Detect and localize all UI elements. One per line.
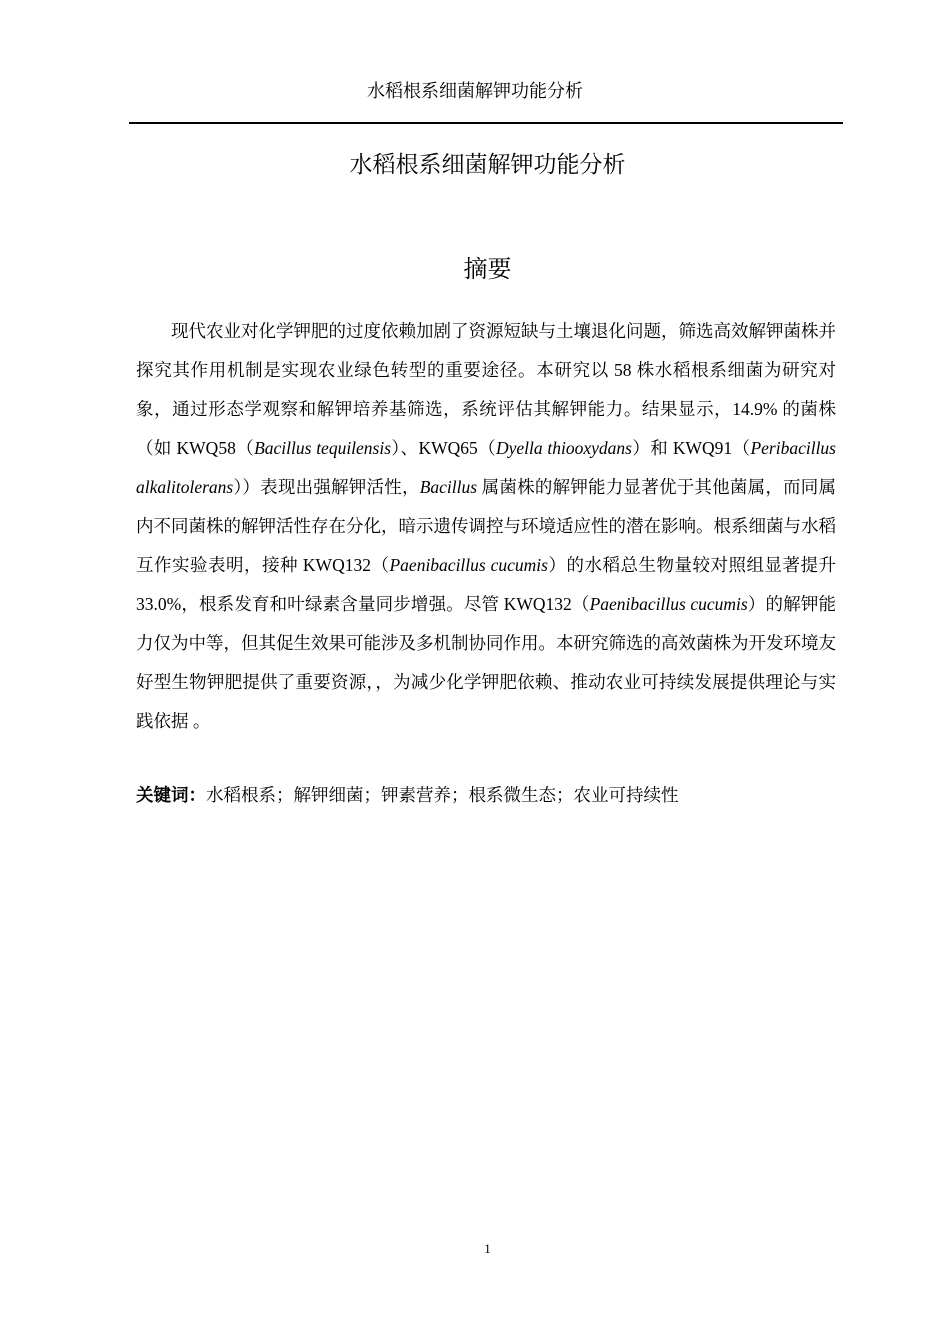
keywords-text: 水稻根系；解钾细菌；钾素营养；根系微生态；农业可持续性 xyxy=(206,785,679,805)
abstract-text: ）和 KWQ91（ xyxy=(631,438,751,458)
abstract-paragraph xyxy=(136,312,836,741)
page-number: 1 xyxy=(484,1241,491,1256)
species-name: Paenibacillus cucumis xyxy=(589,594,748,614)
abstract-text: ））表现出强解钾活性， xyxy=(233,477,420,497)
abstract-text: 现代农业对化学钾肥的过度依赖加剧了资源短缺与土壤退化问题，筛选高效解钾菌株并探究其作用机制是实现农业绿色转型的重要途径。本研究以 58 株水稻根系细菌为研究对象，通过形态学观察和解钾培养基筛选，系统评估其解钾能力。结果显示，14.9% 的菌株（如 KWQ58（ xyxy=(136,321,836,458)
header-divider xyxy=(129,122,843,124)
species-name: Peribacillus alkalitolerans xyxy=(136,438,836,497)
species-name: Dyella thiooxydans xyxy=(496,438,632,458)
abstract-text: ）的解钾能力仅为中等，但其促生效果可能涉及多机制协同作用。本研究筛选的高效菌株为开发环境友好型生物钾肥提供了重要资源，，为减少化学钾肥依赖、推动农业可持续发展提供理论与实践依据 。 xyxy=(136,594,837,731)
abstract-text: ）的水稻总生物量较对照组显著提升 33.0%，根系发育和叶绿素含量同步增强。尽管 KWQ132（ xyxy=(136,555,837,614)
keywords-label: 关键词： xyxy=(136,785,206,805)
abstract-text: ）、KWQ65（ xyxy=(391,438,496,458)
keywords-line xyxy=(136,780,836,810)
abstract-text: 属菌株的解钾能力显著优于其他菌属，而同属内不同菌株的解钾活性存在分化，暗示遗传调控与环境适应性的潜在影响。根系细菌与水稻互作实验表明，接种 KWQ132（ xyxy=(136,477,837,575)
genus-name: Bacillus xyxy=(419,477,478,497)
document-title: 水稻根系细菌解钾功能分析 xyxy=(349,152,626,178)
species-name: Paenibacillus cucumis xyxy=(389,555,548,575)
species-name: Bacillus tequilensis xyxy=(254,438,392,458)
running-header: 水稻根系细菌解钾功能分析 xyxy=(367,81,583,101)
abstract-heading: 摘要 xyxy=(463,255,512,283)
